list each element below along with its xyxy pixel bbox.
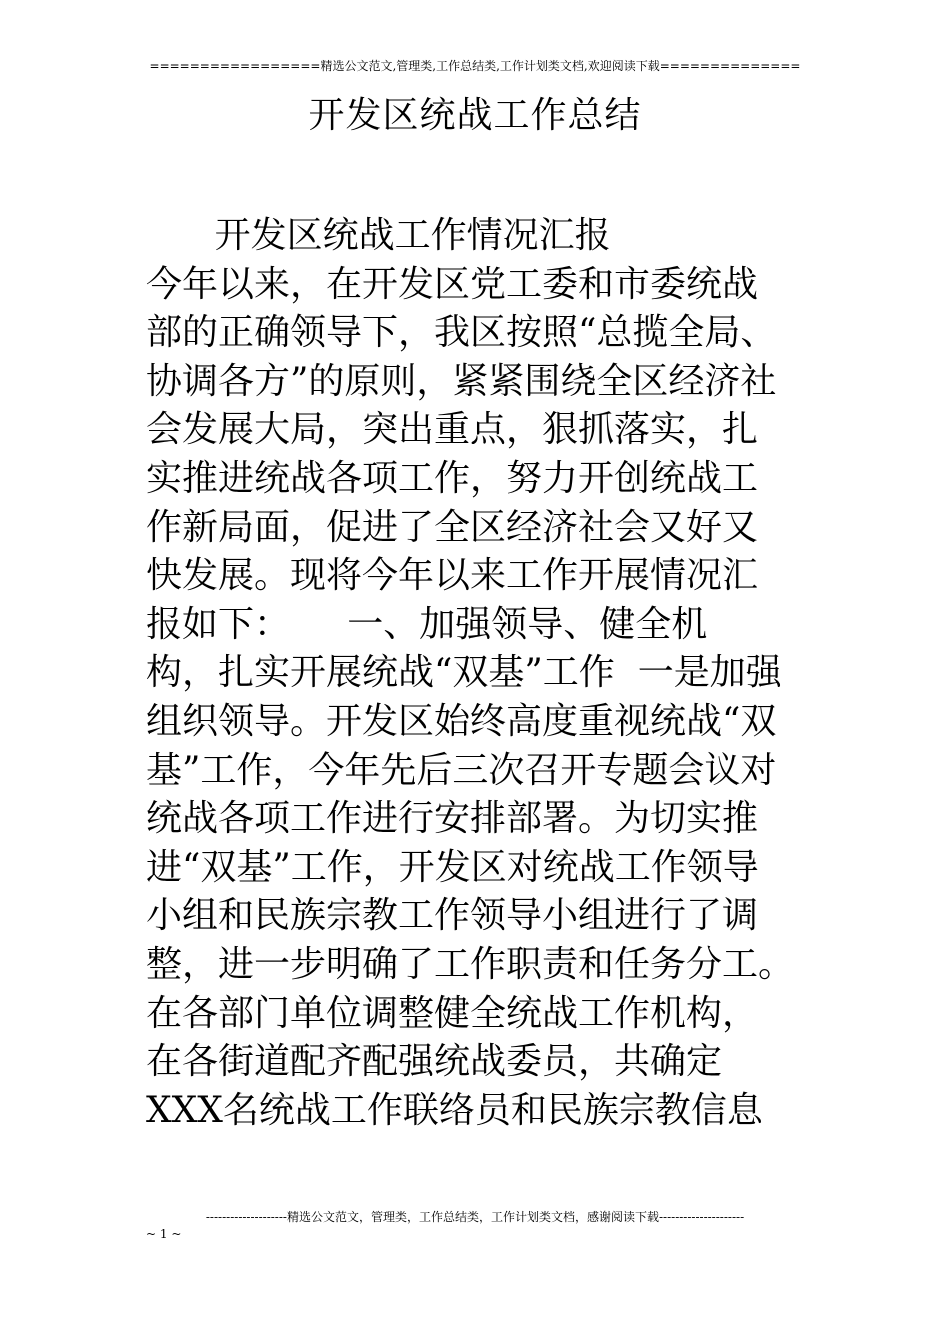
body-line: 在各部门单位调整健全统战工作机构， xyxy=(146,992,759,1034)
document-body xyxy=(146,212,816,1135)
body-line: 快发展。现将今年以来工作开展情况汇 xyxy=(146,555,759,597)
body-line: 构，扎实开展统战“双基”工作 一是加强 xyxy=(146,652,782,694)
body-line: 小组和民族宗教工作领导小组进行了调 xyxy=(146,895,759,937)
body-line: 实推进统战各项工作，努力开创统战工 xyxy=(146,457,759,499)
footer-banner: --------------------精选公文范文，管理类，工作总结类，工作计划类文档，感谢阅读下载--------------------- xyxy=(205,1210,745,1224)
body-line: 今年以来，在开发区党工委和市委统战 xyxy=(146,263,759,305)
body-line: 开发区统战工作情况汇报 xyxy=(146,215,611,256)
header-banner: =================精选公文范文,管理类,工作总结类,工作计划类文档,欢迎阅读下载============== xyxy=(149,59,801,73)
body-line: 在各街道配齐配强统战委员，共确定 xyxy=(146,1041,723,1083)
body-line: 整，进一步明确了工作职责和任务分工。 xyxy=(146,943,795,985)
body-line: 进“双基”工作，开发区对统战工作领导 xyxy=(146,846,759,888)
body-line: 部的正确领导下，我区按照“总揽全局、 xyxy=(146,312,777,354)
body-line: 基”工作，今年先后三次召开专题会议对 xyxy=(146,749,777,791)
body-line: 组织领导。开发区始终高度重视统战“双 xyxy=(146,700,777,742)
body-line: 会发展大局，突出重点，狠抓落实，扎 xyxy=(146,409,759,451)
body-line: XXX名统战工作联络员和民族宗教信息 xyxy=(146,1089,763,1131)
document-title: 开发区统战工作总结 xyxy=(308,95,642,136)
body-line: 协调各方”的原则，紧紧围绕全区经济社 xyxy=(146,360,777,402)
body-line: 统战各项工作进行安排部署。为切实推 xyxy=(146,798,759,840)
body-line: 作新局面，促进了全区经济社会又好又 xyxy=(146,506,759,548)
body-line: 报如下： 一、加强领导、健全机 xyxy=(146,603,708,645)
page-number: ~ 1 ~ xyxy=(146,1227,182,1241)
